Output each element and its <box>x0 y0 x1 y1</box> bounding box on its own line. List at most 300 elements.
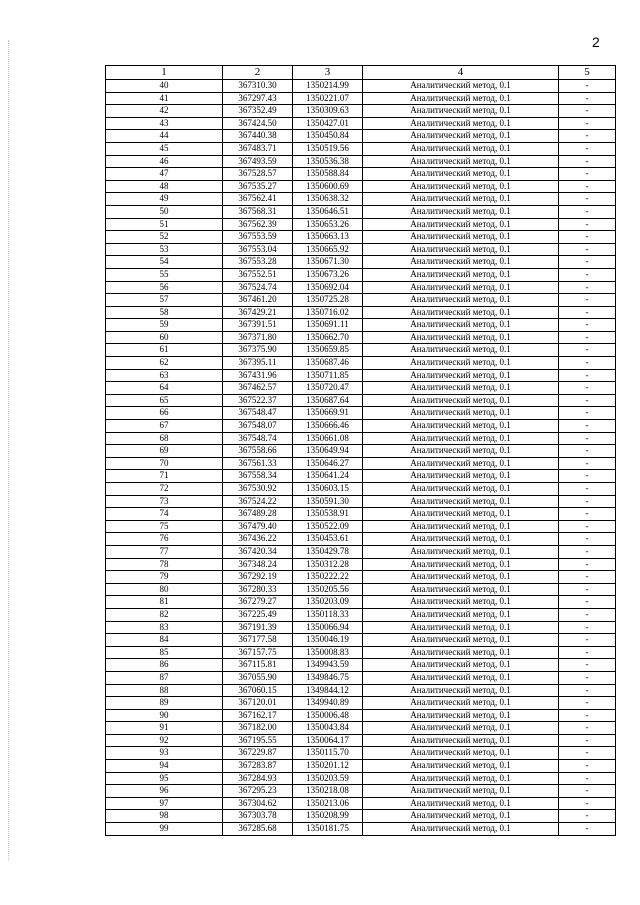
note-cell: - <box>559 92 616 105</box>
method-cell: Аналитический метод, 0.1 <box>363 205 559 218</box>
point-number-cell: 67 <box>106 420 223 433</box>
point-number-cell: 97 <box>106 797 223 810</box>
y-coordinate-cell: 1350427.01 <box>293 117 363 130</box>
point-number-cell: 85 <box>106 646 223 659</box>
y-coordinate-cell: 1350687.46 <box>293 357 363 370</box>
point-number-cell: 52 <box>106 231 223 244</box>
table-row <box>106 583 616 596</box>
x-coordinate-cell: 367310.30 <box>223 80 293 93</box>
table-header-row <box>106 66 616 80</box>
y-coordinate-cell: 1350536.38 <box>293 155 363 168</box>
point-number-cell: 68 <box>106 432 223 445</box>
note-cell: - <box>559 634 616 647</box>
x-coordinate-cell: 367284.93 <box>223 772 293 785</box>
point-number-cell: 57 <box>106 294 223 307</box>
y-coordinate-cell: 1350661.08 <box>293 432 363 445</box>
table-row <box>106 92 616 105</box>
x-coordinate-cell: 367558.34 <box>223 470 293 483</box>
y-coordinate-cell: 1350115.70 <box>293 747 363 760</box>
x-coordinate-cell: 367440.38 <box>223 130 293 143</box>
y-coordinate-cell: 1350669.91 <box>293 407 363 420</box>
point-number-cell: 92 <box>106 734 223 747</box>
x-coordinate-cell: 367553.28 <box>223 256 293 269</box>
table-row <box>106 445 616 458</box>
note-cell: - <box>559 319 616 332</box>
method-cell: Аналитический метод, 0.1 <box>363 117 559 130</box>
point-number-cell: 65 <box>106 394 223 407</box>
x-coordinate-cell: 367562.39 <box>223 218 293 231</box>
point-number-cell: 63 <box>106 369 223 382</box>
table-row <box>106 331 616 344</box>
table-row <box>106 823 616 836</box>
y-coordinate-cell: 1350429.78 <box>293 545 363 558</box>
x-coordinate-cell: 367429.21 <box>223 306 293 319</box>
method-cell: Аналитический метод, 0.1 <box>363 168 559 181</box>
note-cell: - <box>559 558 616 571</box>
y-coordinate-cell: 1350716.02 <box>293 306 363 319</box>
table-row <box>106 747 616 760</box>
note-cell: - <box>559 205 616 218</box>
table-row <box>106 357 616 370</box>
x-coordinate-cell: 367548.47 <box>223 407 293 420</box>
method-cell: Аналитический метод, 0.1 <box>363 558 559 571</box>
x-coordinate-cell: 367120.01 <box>223 697 293 710</box>
method-cell: Аналитический метод, 0.1 <box>363 369 559 382</box>
method-cell: Аналитический метод, 0.1 <box>363 823 559 836</box>
x-coordinate-cell: 367568.31 <box>223 205 293 218</box>
note-cell: - <box>559 80 616 93</box>
table-row <box>106 671 616 684</box>
table-row <box>106 394 616 407</box>
table-row <box>106 268 616 281</box>
method-cell: Аналитический метод, 0.1 <box>363 470 559 483</box>
x-coordinate-cell: 367279.27 <box>223 596 293 609</box>
x-coordinate-cell: 367225.49 <box>223 608 293 621</box>
method-cell: Аналитический метод, 0.1 <box>363 747 559 760</box>
method-cell: Аналитический метод, 0.1 <box>363 92 559 105</box>
note-cell: - <box>559 533 616 546</box>
x-coordinate-cell: 367280.33 <box>223 583 293 596</box>
note-cell: - <box>559 130 616 143</box>
note-cell: - <box>559 596 616 609</box>
table-row <box>106 558 616 571</box>
note-cell: - <box>559 243 616 256</box>
point-number-cell: 41 <box>106 92 223 105</box>
table-body <box>106 80 616 836</box>
y-coordinate-cell: 1350043.84 <box>293 722 363 735</box>
table-row <box>106 533 616 546</box>
page-number: 2 <box>592 34 600 50</box>
method-cell: Аналитический метод, 0.1 <box>363 583 559 596</box>
y-coordinate-cell: 1350222.22 <box>293 571 363 584</box>
method-cell: Аналитический метод, 0.1 <box>363 231 559 244</box>
table-row <box>106 319 616 332</box>
x-coordinate-cell: 367115.81 <box>223 659 293 672</box>
x-coordinate-cell: 367548.74 <box>223 432 293 445</box>
table-row <box>106 117 616 130</box>
x-coordinate-cell: 367297.43 <box>223 92 293 105</box>
x-coordinate-cell: 367479.40 <box>223 520 293 533</box>
note-cell: - <box>559 357 616 370</box>
x-coordinate-cell: 367304.62 <box>223 797 293 810</box>
point-number-cell: 72 <box>106 483 223 496</box>
y-coordinate-cell: 1349943.59 <box>293 659 363 672</box>
y-coordinate-cell: 1350201.12 <box>293 760 363 773</box>
note-cell: - <box>559 734 616 747</box>
x-coordinate-cell: 367229.87 <box>223 747 293 760</box>
y-coordinate-cell: 1350673.26 <box>293 268 363 281</box>
point-number-cell: 44 <box>106 130 223 143</box>
x-coordinate-cell: 367375.90 <box>223 344 293 357</box>
note-cell: - <box>559 117 616 130</box>
x-coordinate-cell: 367522.37 <box>223 394 293 407</box>
method-cell: Аналитический метод, 0.1 <box>363 785 559 798</box>
x-coordinate-cell: 367553.59 <box>223 231 293 244</box>
y-coordinate-cell: 1350666.46 <box>293 420 363 433</box>
y-coordinate-cell: 1350662.70 <box>293 331 363 344</box>
method-cell: Аналитический метод, 0.1 <box>363 80 559 93</box>
point-number-cell: 75 <box>106 520 223 533</box>
x-coordinate-cell: 367562.41 <box>223 193 293 206</box>
method-cell: Аналитический метод, 0.1 <box>363 105 559 118</box>
method-cell: Аналитический метод, 0.1 <box>363 772 559 785</box>
column-header: 3 <box>293 66 363 80</box>
x-coordinate-cell: 367352.49 <box>223 105 293 118</box>
point-number-cell: 59 <box>106 319 223 332</box>
column-header: 4 <box>363 66 559 80</box>
method-cell: Аналитический метод, 0.1 <box>363 243 559 256</box>
point-number-cell: 62 <box>106 357 223 370</box>
method-cell: Аналитический метод, 0.1 <box>363 407 559 420</box>
y-coordinate-cell: 1350312.28 <box>293 558 363 571</box>
table-row <box>106 470 616 483</box>
method-cell: Аналитический метод, 0.1 <box>363 142 559 155</box>
method-cell: Аналитический метод, 0.1 <box>363 621 559 634</box>
x-coordinate-cell: 367528.57 <box>223 168 293 181</box>
point-number-cell: 80 <box>106 583 223 596</box>
point-number-cell: 47 <box>106 168 223 181</box>
x-coordinate-cell: 367535.27 <box>223 180 293 193</box>
note-cell: - <box>559 193 616 206</box>
y-coordinate-cell: 1350538.91 <box>293 508 363 521</box>
y-coordinate-cell: 1350522.09 <box>293 520 363 533</box>
x-coordinate-cell: 367162.17 <box>223 709 293 722</box>
y-coordinate-cell: 1350205.56 <box>293 583 363 596</box>
y-coordinate-cell: 1350646.27 <box>293 457 363 470</box>
note-cell: - <box>559 646 616 659</box>
method-cell: Аналитический метод, 0.1 <box>363 608 559 621</box>
method-cell: Аналитический метод, 0.1 <box>363 596 559 609</box>
x-coordinate-cell: 367195.55 <box>223 734 293 747</box>
x-coordinate-cell: 367303.78 <box>223 810 293 823</box>
point-number-cell: 81 <box>106 596 223 609</box>
note-cell: - <box>559 142 616 155</box>
y-coordinate-cell: 1350603.15 <box>293 483 363 496</box>
method-cell: Аналитический метод, 0.1 <box>363 659 559 672</box>
y-coordinate-cell: 1350659.85 <box>293 344 363 357</box>
point-number-cell: 70 <box>106 457 223 470</box>
table-row <box>106 659 616 672</box>
point-number-cell: 69 <box>106 445 223 458</box>
point-number-cell: 94 <box>106 760 223 773</box>
note-cell: - <box>559 168 616 181</box>
y-coordinate-cell: 1350691.11 <box>293 319 363 332</box>
table-row <box>106 709 616 722</box>
method-cell: Аналитический метод, 0.1 <box>363 394 559 407</box>
x-coordinate-cell: 367371.80 <box>223 331 293 344</box>
y-coordinate-cell: 1350588.84 <box>293 168 363 181</box>
method-cell: Аналитический метод, 0.1 <box>363 797 559 810</box>
method-cell: Аналитический метод, 0.1 <box>363 483 559 496</box>
y-coordinate-cell: 1350218.08 <box>293 785 363 798</box>
note-cell: - <box>559 294 616 307</box>
method-cell: Аналитический метод, 0.1 <box>363 646 559 659</box>
x-coordinate-cell: 367493.59 <box>223 155 293 168</box>
table-row <box>106 634 616 647</box>
x-coordinate-cell: 367191.39 <box>223 621 293 634</box>
x-coordinate-cell: 367524.22 <box>223 495 293 508</box>
table-row <box>106 785 616 798</box>
x-coordinate-cell: 367461.20 <box>223 294 293 307</box>
table-row <box>106 772 616 785</box>
point-number-cell: 76 <box>106 533 223 546</box>
table-row <box>106 697 616 710</box>
point-number-cell: 86 <box>106 659 223 672</box>
method-cell: Аналитический метод, 0.1 <box>363 193 559 206</box>
note-cell: - <box>559 231 616 244</box>
note-cell: - <box>559 823 616 836</box>
x-coordinate-cell: 367561.33 <box>223 457 293 470</box>
point-number-cell: 66 <box>106 407 223 420</box>
point-number-cell: 87 <box>106 671 223 684</box>
method-cell: Аналитический метод, 0.1 <box>363 760 559 773</box>
y-coordinate-cell: 1350453.61 <box>293 533 363 546</box>
method-cell: Аналитический метод, 0.1 <box>363 508 559 521</box>
method-cell: Аналитический метод, 0.1 <box>363 671 559 684</box>
table-row <box>106 369 616 382</box>
table-row <box>106 646 616 659</box>
note-cell: - <box>559 281 616 294</box>
method-cell: Аналитический метод, 0.1 <box>363 382 559 395</box>
table-row <box>106 218 616 231</box>
x-coordinate-cell: 367552.51 <box>223 268 293 281</box>
x-coordinate-cell: 367285.68 <box>223 823 293 836</box>
point-number-cell: 43 <box>106 117 223 130</box>
table-row <box>106 155 616 168</box>
note-cell: - <box>559 268 616 281</box>
table-row <box>106 256 616 269</box>
method-cell: Аналитический метод, 0.1 <box>363 545 559 558</box>
y-coordinate-cell: 1350221.07 <box>293 92 363 105</box>
column-header: 5 <box>559 66 616 80</box>
table-row <box>106 520 616 533</box>
table-row <box>106 596 616 609</box>
table-row <box>106 180 616 193</box>
method-cell: Аналитический метод, 0.1 <box>363 709 559 722</box>
x-coordinate-cell: 367348.24 <box>223 558 293 571</box>
y-coordinate-cell: 1350208.99 <box>293 810 363 823</box>
table-row <box>106 281 616 294</box>
y-coordinate-cell: 1350638.32 <box>293 193 363 206</box>
point-number-cell: 64 <box>106 382 223 395</box>
x-coordinate-cell: 367524.74 <box>223 281 293 294</box>
y-coordinate-cell: 1350181.75 <box>293 823 363 836</box>
note-cell: - <box>559 331 616 344</box>
table-row <box>106 168 616 181</box>
method-cell: Аналитический метод, 0.1 <box>363 457 559 470</box>
table-row <box>106 294 616 307</box>
scan-margin-line <box>8 40 10 860</box>
note-cell: - <box>559 369 616 382</box>
x-coordinate-cell: 367553.04 <box>223 243 293 256</box>
y-coordinate-cell: 1349844.12 <box>293 684 363 697</box>
table-row <box>106 382 616 395</box>
method-cell: Аналитический метод, 0.1 <box>363 344 559 357</box>
point-number-cell: 40 <box>106 80 223 93</box>
point-number-cell: 90 <box>106 709 223 722</box>
y-coordinate-cell: 1350203.09 <box>293 596 363 609</box>
table-row <box>106 545 616 558</box>
x-coordinate-cell: 367391.51 <box>223 319 293 332</box>
table-row <box>106 344 616 357</box>
y-coordinate-cell: 1350213.06 <box>293 797 363 810</box>
table-row <box>106 457 616 470</box>
point-number-cell: 55 <box>106 268 223 281</box>
note-cell: - <box>559 382 616 395</box>
point-number-cell: 93 <box>106 747 223 760</box>
x-coordinate-cell: 367530.92 <box>223 483 293 496</box>
point-number-cell: 96 <box>106 785 223 798</box>
y-coordinate-cell: 1350725.28 <box>293 294 363 307</box>
note-cell: - <box>559 105 616 118</box>
x-coordinate-cell: 367489.28 <box>223 508 293 521</box>
note-cell: - <box>559 218 616 231</box>
x-coordinate-cell: 367558.66 <box>223 445 293 458</box>
y-coordinate-cell: 1350591.30 <box>293 495 363 508</box>
y-coordinate-cell: 1350046.19 <box>293 634 363 647</box>
note-cell: - <box>559 797 616 810</box>
note-cell: - <box>559 545 616 558</box>
point-number-cell: 51 <box>106 218 223 231</box>
method-cell: Аналитический метод, 0.1 <box>363 697 559 710</box>
y-coordinate-cell: 1350203.59 <box>293 772 363 785</box>
x-coordinate-cell: 367283.87 <box>223 760 293 773</box>
y-coordinate-cell: 1350692.04 <box>293 281 363 294</box>
y-coordinate-cell: 1350687.64 <box>293 394 363 407</box>
note-cell: - <box>559 697 616 710</box>
point-number-cell: 89 <box>106 697 223 710</box>
column-header: 2 <box>223 66 293 80</box>
table-row <box>106 130 616 143</box>
note-cell: - <box>559 344 616 357</box>
method-cell: Аналитический метод, 0.1 <box>363 520 559 533</box>
x-coordinate-cell: 367420.34 <box>223 545 293 558</box>
note-cell: - <box>559 583 616 596</box>
y-coordinate-cell: 1350066.94 <box>293 621 363 634</box>
method-cell: Аналитический метод, 0.1 <box>363 734 559 747</box>
table-row <box>106 810 616 823</box>
note-cell: - <box>559 760 616 773</box>
point-number-cell: 54 <box>106 256 223 269</box>
point-number-cell: 60 <box>106 331 223 344</box>
x-coordinate-cell: 367177.58 <box>223 634 293 647</box>
note-cell: - <box>559 470 616 483</box>
table-row <box>106 193 616 206</box>
note-cell: - <box>559 508 616 521</box>
method-cell: Аналитический метод, 0.1 <box>363 319 559 332</box>
y-coordinate-cell: 1350653.26 <box>293 218 363 231</box>
note-cell: - <box>559 520 616 533</box>
note-cell: - <box>559 785 616 798</box>
y-coordinate-cell: 1350309.63 <box>293 105 363 118</box>
point-number-cell: 42 <box>106 105 223 118</box>
note-cell: - <box>559 394 616 407</box>
point-number-cell: 73 <box>106 495 223 508</box>
x-coordinate-cell: 367157.75 <box>223 646 293 659</box>
method-cell: Аналитический метод, 0.1 <box>363 306 559 319</box>
note-cell: - <box>559 621 616 634</box>
table-row <box>106 243 616 256</box>
note-cell: - <box>559 457 616 470</box>
point-number-cell: 91 <box>106 722 223 735</box>
point-number-cell: 74 <box>106 508 223 521</box>
column-header: 1 <box>106 66 223 80</box>
point-number-cell: 98 <box>106 810 223 823</box>
y-coordinate-cell: 1350671.30 <box>293 256 363 269</box>
x-coordinate-cell: 367462.57 <box>223 382 293 395</box>
y-coordinate-cell: 1349846.75 <box>293 671 363 684</box>
coordinates-table <box>105 65 616 836</box>
method-cell: Аналитический метод, 0.1 <box>363 432 559 445</box>
method-cell: Аналитический метод, 0.1 <box>363 634 559 647</box>
x-coordinate-cell: 367483.71 <box>223 142 293 155</box>
note-cell: - <box>559 684 616 697</box>
note-cell: - <box>559 747 616 760</box>
point-number-cell: 88 <box>106 684 223 697</box>
point-number-cell: 71 <box>106 470 223 483</box>
x-coordinate-cell: 367055.90 <box>223 671 293 684</box>
point-number-cell: 78 <box>106 558 223 571</box>
note-cell: - <box>559 432 616 445</box>
method-cell: Аналитический метод, 0.1 <box>363 218 559 231</box>
x-coordinate-cell: 367395.11 <box>223 357 293 370</box>
x-coordinate-cell: 367424.50 <box>223 117 293 130</box>
point-number-cell: 95 <box>106 772 223 785</box>
note-cell: - <box>559 445 616 458</box>
note-cell: - <box>559 709 616 722</box>
point-number-cell: 82 <box>106 608 223 621</box>
table-row <box>106 508 616 521</box>
method-cell: Аналитический метод, 0.1 <box>363 533 559 546</box>
point-number-cell: 45 <box>106 142 223 155</box>
point-number-cell: 77 <box>106 545 223 558</box>
y-coordinate-cell: 1350118.33 <box>293 608 363 621</box>
x-coordinate-cell: 367060.15 <box>223 684 293 697</box>
method-cell: Аналитический метод, 0.1 <box>363 294 559 307</box>
y-coordinate-cell: 1350665.92 <box>293 243 363 256</box>
point-number-cell: 56 <box>106 281 223 294</box>
method-cell: Аналитический метод, 0.1 <box>363 357 559 370</box>
note-cell: - <box>559 722 616 735</box>
table-row <box>106 722 616 735</box>
table-row <box>106 105 616 118</box>
point-number-cell: 84 <box>106 634 223 647</box>
y-coordinate-cell: 1350006.48 <box>293 709 363 722</box>
method-cell: Аналитический метод, 0.1 <box>363 281 559 294</box>
y-coordinate-cell: 1350649.94 <box>293 445 363 458</box>
table-row <box>106 231 616 244</box>
note-cell: - <box>559 180 616 193</box>
